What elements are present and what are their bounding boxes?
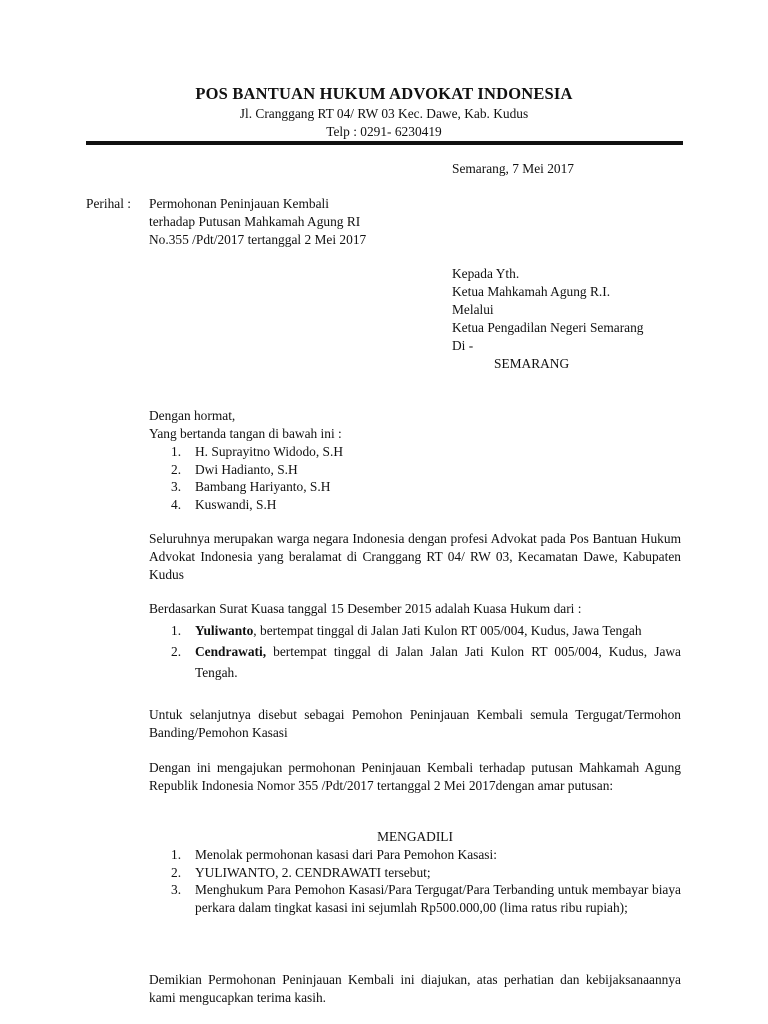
paragraph-request: Dengan ini mengajukan permohonan Peninjauan Kembali terhadap putusan Mahkamah Agung Republik Indonesia Nomor 355 /Pdt/2017 tertanggal 2 Mei 2017dengan amar putusan: xyxy=(149,760,681,793)
subject-line: terhadap Putusan Mahkamah Agung RI xyxy=(149,214,361,229)
verdict-item: Menolak permohonan kasasi dari Para Pemohon Kasasi: xyxy=(195,847,497,862)
recipient-line: Ketua Mahkamah Agung R.I. xyxy=(452,284,611,299)
power-of-attorney-intro: Berdasarkan Surat Kuasa tanggal 15 Desember 2015 adalah Kuasa Hukum dari : xyxy=(149,601,582,616)
place-date: Semarang, 7 Mei 2017 xyxy=(452,161,574,176)
paragraph-designation: Untuk selanjutnya disebut sebagai Pemohon Peninjauan Kembali semula Tergugat/Termohon Banding/Pemohon Kasasi xyxy=(149,707,681,740)
verdict-item: Menghukum Para Pemohon Kasasi/Para Tergugat/Para Terbanding untuk membayar biaya perkara dalam tingkat kasasi ini sejumlah Rp500.000,00 (lima ratus ribu rupiah); xyxy=(195,882,681,915)
client-detail: , bertempat tinggal di Jalan Jati Kulon RT 005/004, Kudus, Jawa Tengah xyxy=(253,623,642,638)
list-item: 1. Menolak permohonan kasasi dari Para Pemohon Kasasi: xyxy=(149,846,681,864)
subject-label: Perihal : xyxy=(86,196,131,211)
paragraph-advocates: Seluruhnya merupakan warga negara Indonesia dengan profesi Advokat pada Pos Bantuan Hukum Advokat Indonesia yang beralamat di Cranggang RT 04/ RW 03, Kecamatan Dawe, Kabupaten Kudus xyxy=(149,531,681,582)
letterhead-address: Jl. Cranggang RT 04/ RW 03 Kec. Dawe, Kab. Kudus xyxy=(239,106,529,121)
list-item: 1. Yuliwanto, bertempat tinggal di Jalan Jati Kulon RT 005/004, Kudus, Jawa Tengah xyxy=(171,623,642,638)
signatory-name: Kuswandi, S.H xyxy=(195,496,277,512)
greeting: Dengan hormat, xyxy=(149,408,236,423)
list-item: 4. Kuswandi, S.H xyxy=(171,496,277,512)
subject-line: Permohonan Peninjauan Kembali xyxy=(149,196,329,211)
signatories-list xyxy=(149,443,681,513)
signatory-name: Bambang Hariyanto, S.H xyxy=(195,479,331,494)
list-item: 2. Cendrawati, bertempat tinggal di Jalan Jalan Jati Kulon RT 005/004, Kudus, Jawa Tengah. xyxy=(171,644,681,680)
client-name: Cendrawati, xyxy=(195,644,267,659)
recipient-line: Ketua Pengadilan Negeri Semarang xyxy=(452,320,644,335)
recipient-city: SEMARANG xyxy=(494,356,570,371)
verdict-list xyxy=(149,846,681,917)
list-item: 2. YULIWANTO, 2. CENDRAWATI tersebut; xyxy=(149,864,681,882)
letterhead-organization: POS BANTUAN HUKUM ADVOKAT INDONESIA xyxy=(195,84,573,103)
recipient-line: Melalui xyxy=(452,302,494,317)
letterhead-divider xyxy=(86,141,683,145)
client-name: Yuliwanto xyxy=(195,623,254,638)
subject-line: No.355 /Pdt/2017 tertanggal 2 Mei 2017 xyxy=(149,232,367,247)
signatories-intro: Yang bertanda tangan di bawah ini : xyxy=(149,426,342,441)
clients-list xyxy=(149,620,681,683)
signatory-name: Dwi Hadianto, S.H xyxy=(195,461,298,477)
client-detail: bertempat tinggal di Jalan Jalan Jati Kulon RT 005/004, Kudus, Jawa Tengah. xyxy=(195,644,681,680)
recipient-line: Di - xyxy=(452,338,474,353)
verdict-heading: MENGADILI xyxy=(377,829,453,844)
list-item: 3. Menghukum Para Pemohon Kasasi/Para Tergugat/Para Terbanding untuk membayar biaya perkara dalam tingkat kasasi ini sejumlah Rp500.000,00 (lima ratus ribu rupiah); xyxy=(171,882,681,915)
list-item: 3. Bambang Hariyanto, S.H xyxy=(171,479,331,494)
list-item: 2. Dwi Hadianto, S.H xyxy=(171,461,298,477)
list-item: 1. H. Suprayitno Widodo, S.H xyxy=(171,444,344,459)
verdict-item: YULIWANTO, 2. CENDRAWATI tersebut; xyxy=(195,864,431,880)
letterhead-phone: Telp : 0291- 6230419 xyxy=(326,124,442,139)
signatory-name: H. Suprayitno Widodo, S.H xyxy=(195,444,344,459)
closing-paragraph: Demikian Permohonan Peninjauan Kembali ini diajukan, atas perhatian dan kebijaksanaannya kami mengucapkan terima kasih. xyxy=(149,972,681,1005)
recipient-line: Kepada Yth. xyxy=(452,266,520,281)
